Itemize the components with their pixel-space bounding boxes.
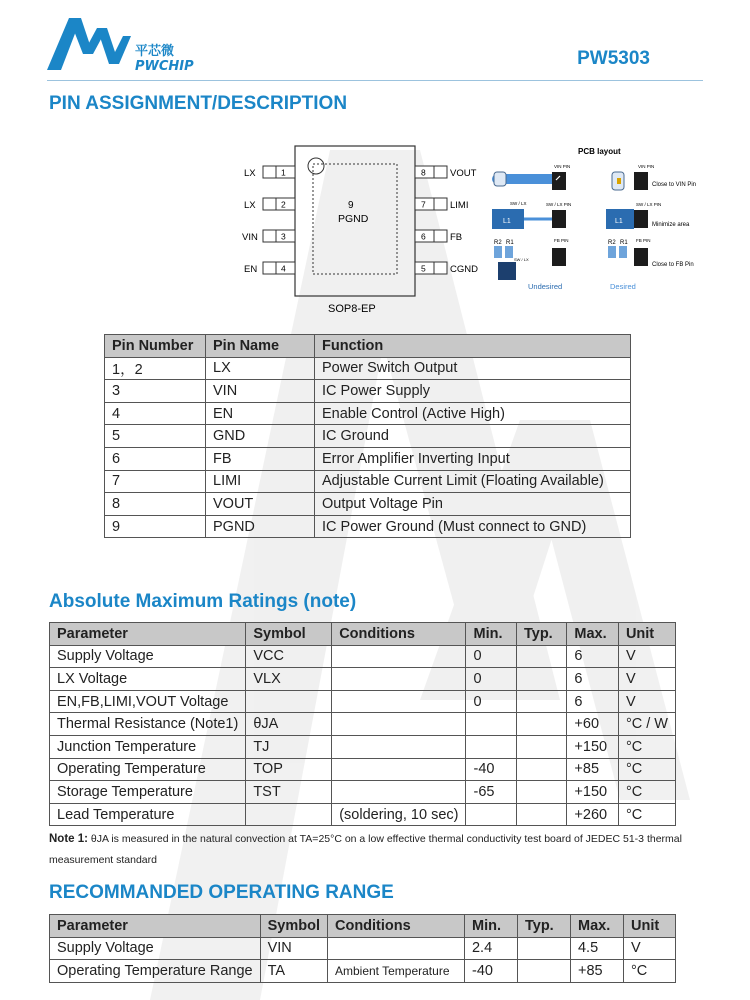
table-cell: -40: [464, 960, 517, 983]
table-header-row: [105, 335, 631, 358]
close-vin-note: Close to VIN Pin: [652, 182, 697, 188]
table-row: [105, 515, 631, 538]
inductor-label: L1: [503, 218, 511, 225]
table-cell: [332, 713, 466, 736]
table-cell: Lead Temperature: [50, 803, 246, 826]
table-cell: GND: [206, 425, 315, 448]
table-cell: Operating Temperature Range: [50, 960, 261, 983]
table-cell: °C / W: [618, 713, 675, 736]
table-cell: TST: [246, 781, 332, 804]
table-cell: Thermal Resistance (Note1): [50, 713, 246, 736]
package-name: SOP8-EP: [328, 303, 376, 315]
note-label: Note 1:: [49, 833, 88, 845]
r2-label: R2: [494, 240, 502, 246]
table-row: [50, 803, 676, 826]
thermal-note: [49, 829, 689, 871]
left-pin-2: [244, 198, 295, 211]
pin-label: VIN: [242, 232, 258, 243]
table-cell: EN: [206, 402, 315, 425]
table-row: [50, 937, 676, 960]
header-cell: Pin Number: [105, 335, 206, 358]
table-cell: °C: [618, 758, 675, 781]
table-cell: [466, 713, 517, 736]
pin-label: VOUT: [450, 168, 477, 179]
table-cell: PGND: [206, 515, 315, 538]
table-cell: EN,FB,LIMI,VOUT Voltage: [50, 690, 246, 713]
table-cell: 0: [466, 668, 517, 691]
header-cell: Typ.: [517, 915, 570, 938]
table-cell: [516, 781, 566, 804]
table-cell: Storage Temperature: [50, 781, 246, 804]
table-row: [50, 781, 676, 804]
table-cell: 6: [567, 690, 619, 713]
table-cell: θJA: [246, 713, 332, 736]
table-cell: [516, 668, 566, 691]
table-row: [105, 470, 631, 493]
recommended-range-table: [49, 914, 676, 983]
r2-label-desired: R2: [608, 240, 616, 246]
header-cell: Parameter: [50, 623, 246, 646]
sw-lx-label: SW / LX: [510, 201, 527, 206]
table-cell: 6: [567, 668, 619, 691]
table-cell: VLX: [246, 668, 332, 691]
table-row: [105, 493, 631, 516]
table-row: [50, 645, 676, 668]
table-cell: Supply Voltage: [50, 645, 246, 668]
desired-label: Desired: [610, 282, 636, 291]
table-cell: TOP: [246, 758, 332, 781]
table-cell: FB: [206, 447, 315, 470]
table-row: [105, 402, 631, 425]
section-title-pin-assignment: PIN ASSIGNMENT/DESCRIPTION: [49, 93, 348, 114]
table-cell: (soldering, 10 sec): [332, 803, 466, 826]
header-cell: Min.: [464, 915, 517, 938]
table-cell: V: [618, 668, 675, 691]
close-fb-note: Close to FB Pin: [652, 262, 694, 268]
pin-diagram: [240, 140, 490, 320]
table-cell: Supply Voltage: [50, 937, 261, 960]
pin-number: 8: [421, 167, 426, 178]
table-cell: [332, 781, 466, 804]
part-number: PW5303: [577, 48, 650, 69]
desired-vin-row: [612, 164, 696, 190]
sw-lx-pin-label: SW / LX PIN: [546, 202, 572, 207]
pin-label: EN: [244, 264, 258, 275]
table-cell: [246, 803, 332, 826]
table-cell: [332, 645, 466, 668]
undesired-sw-row: [492, 201, 571, 229]
left-pin-3: [242, 230, 295, 243]
undesired-label: Undesired: [528, 282, 563, 291]
table-cell: 3: [105, 380, 206, 403]
right-pin-7: [415, 198, 468, 211]
table-cell: Power Switch Output: [315, 357, 631, 380]
table-cell: °C: [618, 735, 675, 758]
table-cell: 0: [466, 690, 517, 713]
table-row: [50, 735, 676, 758]
table-cell: [516, 690, 566, 713]
table-cell: 2.4: [464, 937, 517, 960]
table-cell: 5: [105, 425, 206, 448]
table-cell: [516, 713, 566, 736]
pin-number: 4: [281, 263, 286, 274]
table-cell: +260: [567, 803, 619, 826]
table-cell: VCC: [246, 645, 332, 668]
note-text: θJA is measured in the natural convection at TA=25°C on a low effective thermal conductivity test board of JEDEC 51-3 thermal measurement standard: [49, 833, 682, 866]
pin-label: LX: [244, 168, 256, 179]
table-cell: Output Voltage Pin: [315, 493, 631, 516]
pin-number: 6: [421, 231, 426, 242]
table-cell: °C: [618, 803, 675, 826]
table-cell: 6: [105, 447, 206, 470]
pin1-marker-icon: [308, 158, 324, 174]
r1-label: R1: [506, 240, 514, 246]
pin-label: LIMI: [450, 200, 469, 211]
table-cell: +150: [567, 781, 619, 804]
header-cell: Typ.: [516, 623, 566, 646]
logo-english-text: PWCHIP: [135, 59, 194, 74]
table-row: [105, 425, 631, 448]
vin-pin-label-desired: VIN PIN: [638, 164, 655, 169]
logo-chinese-text: 平芯微: [135, 44, 175, 59]
r1-label-desired: R1: [620, 240, 628, 246]
pin-number: 3: [281, 231, 286, 242]
pin-label: CGND: [450, 264, 478, 275]
table-cell: IC Power Supply: [315, 380, 631, 403]
table-cell: [332, 758, 466, 781]
header-cell: Symbol: [246, 623, 332, 646]
table-row: [105, 447, 631, 470]
pin-number: 1: [281, 167, 286, 178]
table-cell: [516, 735, 566, 758]
section-title-abs-max: Absolute Maximum Ratings (note): [49, 591, 357, 612]
table-cell: [516, 645, 566, 668]
pin-number: 7: [421, 199, 426, 210]
table-cell: Adjustable Current Limit (Floating Available): [315, 470, 631, 493]
table-row: [105, 380, 631, 403]
table-row: [50, 960, 676, 983]
table-cell: Operating Temperature: [50, 758, 246, 781]
pad-number: 9: [348, 200, 354, 211]
right-pin-6: [415, 230, 462, 243]
table-cell: °C: [618, 781, 675, 804]
table-header-row: [50, 623, 676, 646]
left-pin-4: [244, 262, 295, 275]
table-cell: LIMI: [206, 470, 315, 493]
table-cell: 7: [105, 470, 206, 493]
header-cell: Max.: [567, 623, 619, 646]
header-cell: Max.: [570, 915, 623, 938]
table-cell: +60: [567, 713, 619, 736]
table-cell: -40: [466, 758, 517, 781]
undesired-fb-row: [494, 238, 569, 280]
table-cell: V: [623, 937, 675, 960]
pcb-layout-diagram: [486, 144, 726, 299]
pcb-layout-title: PCB layout: [578, 147, 621, 156]
table-row: [50, 713, 676, 736]
pwchip-logo: [47, 14, 197, 74]
table-cell: 9: [105, 515, 206, 538]
desired-fb-row: [608, 238, 694, 268]
table-row: [50, 668, 676, 691]
sw-lx-label-2: SW / LX: [514, 257, 529, 262]
table-cell: 8: [105, 493, 206, 516]
pin-number: 2: [281, 199, 286, 210]
table-cell: +150: [567, 735, 619, 758]
section-title-recommended: RECOMMANDED OPERATING RANGE: [49, 882, 394, 903]
table-cell: [332, 735, 466, 758]
table-cell: 4.5: [570, 937, 623, 960]
table-cell: Error Amplifier Inverting Input: [315, 447, 631, 470]
table-cell: LX: [206, 357, 315, 380]
header-cell: Conditions: [327, 915, 464, 938]
table-cell: V: [618, 690, 675, 713]
header-cell: Parameter: [50, 915, 261, 938]
table-cell: [332, 668, 466, 691]
table-row: [50, 758, 676, 781]
sw-lx-pin-label-desired: SW / LX PIN: [636, 202, 662, 207]
pin-description-table: [104, 334, 631, 538]
table-cell: [466, 735, 517, 758]
right-pin-8: [415, 166, 477, 179]
table-cell: IC Power Ground (Must connect to GND): [315, 515, 631, 538]
fb-pin-label: FB PIN: [554, 238, 569, 243]
table-cell: 1，2: [105, 357, 206, 380]
fb-pin-label-desired: FB PIN: [636, 238, 651, 243]
minimize-area-note: Minimize area: [652, 222, 690, 228]
table-cell: LX Voltage: [50, 668, 246, 691]
table-row: [105, 357, 631, 380]
table-cell: Junction Temperature: [50, 735, 246, 758]
right-pin-5: [415, 262, 478, 275]
left-pin-1: [244, 166, 295, 179]
header-cell: Unit: [623, 915, 675, 938]
pin-label: LX: [244, 200, 256, 211]
table-cell: TJ: [246, 735, 332, 758]
header-cell: Min.: [466, 623, 517, 646]
pin-label: FB: [450, 232, 463, 243]
table-cell: Enable Control (Active High): [315, 402, 631, 425]
table-row: [50, 690, 676, 713]
table-header-row: [50, 915, 676, 938]
abs-max-table: [49, 622, 676, 826]
pin-number: 5: [421, 263, 426, 274]
header-cell: Unit: [618, 623, 675, 646]
undesired-vin-row: [492, 164, 570, 190]
table-cell: [516, 803, 566, 826]
table-cell: 0: [466, 645, 517, 668]
table-cell: [517, 937, 570, 960]
header-cell: Conditions: [332, 623, 466, 646]
inductor-label-desired: L1: [615, 218, 623, 225]
header-cell: Function: [315, 335, 631, 358]
header-divider: [47, 80, 703, 81]
table-cell: V: [618, 645, 675, 668]
table-cell: °C: [623, 960, 675, 983]
pad-name: PGND: [338, 213, 369, 225]
table-cell: [332, 690, 466, 713]
table-cell: [327, 937, 464, 960]
desired-sw-row: [606, 202, 690, 229]
table-cell: [246, 690, 332, 713]
table-cell: [517, 960, 570, 983]
table-cell: VOUT: [206, 493, 315, 516]
table-cell: [516, 758, 566, 781]
header-cell: Symbol: [260, 915, 327, 938]
header-cell: Pin Name: [206, 335, 315, 358]
table-cell: -65: [466, 781, 517, 804]
table-cell: VIN: [206, 380, 315, 403]
table-cell: VIN: [260, 937, 327, 960]
table-cell: +85: [570, 960, 623, 983]
table-cell: 6: [567, 645, 619, 668]
table-cell: [466, 803, 517, 826]
table-cell: TA: [260, 960, 327, 983]
vin-pin-label: VIN PIN: [554, 164, 571, 169]
table-cell: IC Ground: [315, 425, 631, 448]
table-cell: 4: [105, 402, 206, 425]
table-cell: +85: [567, 758, 619, 781]
table-cell: Ambient Temperature: [327, 960, 464, 983]
